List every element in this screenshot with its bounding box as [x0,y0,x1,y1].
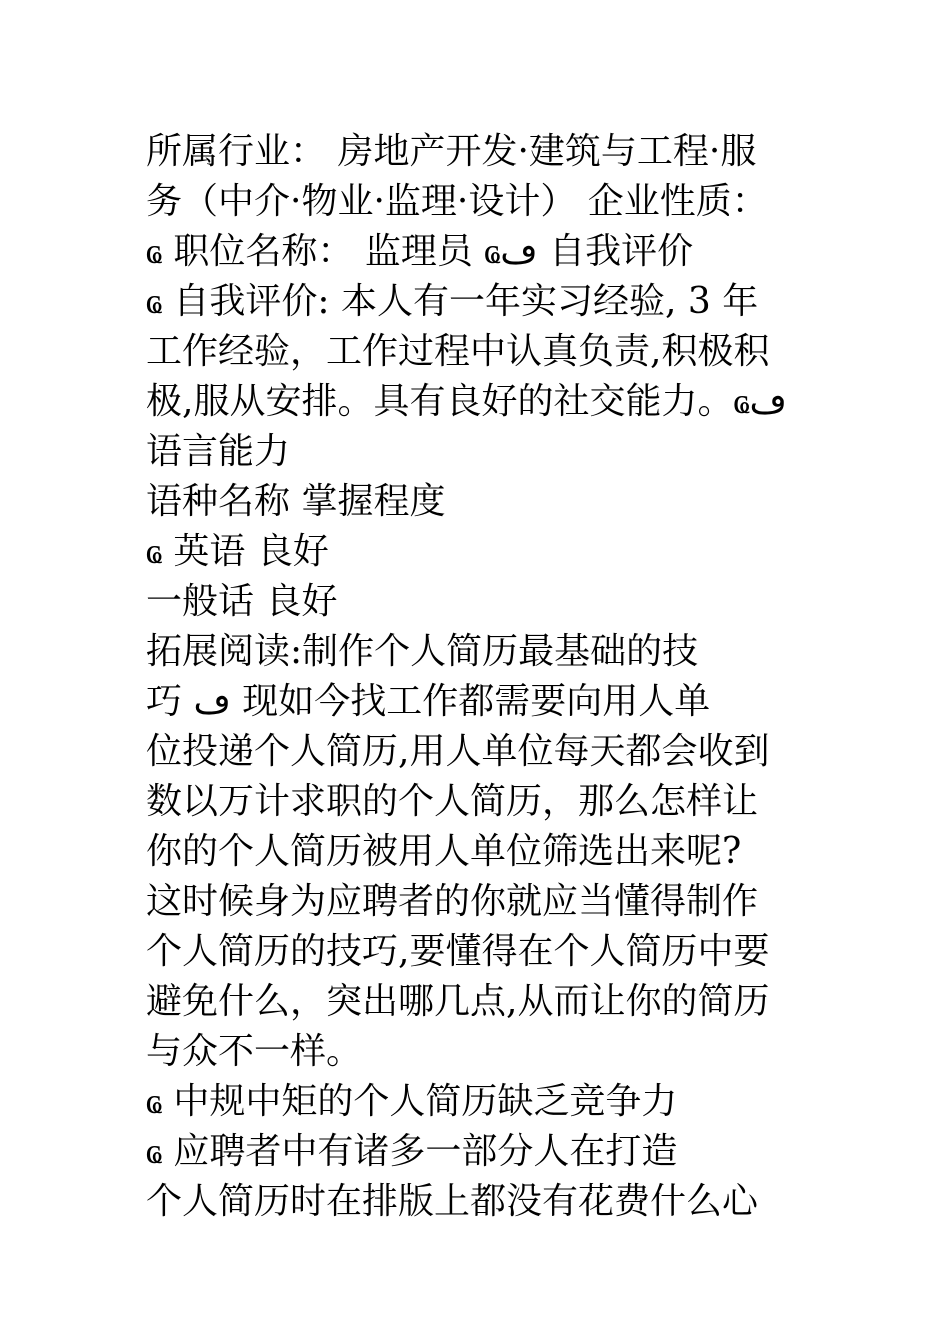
text-line: 拓展阅读:制作个人简历最基础的技 [146,631,699,672]
text-line: 所属行业： 房地产开发·建筑与工程·服 [146,131,757,172]
text-line: 位投递个人简历,用人单位每天都会收到 [146,731,770,772]
text-line: ҩ 英语 良好 [146,531,329,572]
text-line: ҩ 职位名称： 监理员 ҩڡ 自我评价 [146,231,694,272]
text-line: 巧 ڡ 现如今找工作都需要向用人单 [146,681,711,722]
text-line: 工作经验，工作过程中认真负责,积极积 [146,331,770,372]
text-line: 这时候身为应聘者的你就应当懂得制作 [146,881,759,922]
text-line: 语种名称 掌握程度 [146,481,446,522]
text-line: 你的个人简历被用人单位筛选出来呢? [146,831,742,872]
text-line: 与众不一样。 [146,1031,363,1072]
text-line: 数以万计求职的个人简历，那么怎样让 [146,781,759,822]
text-line: 语言能力 [146,431,291,472]
text-line: 个人简历时在排版上都没有花费什么心 [146,1181,759,1222]
text-line: ҩ 中规中矩的个人简历缺乏竞争力 [146,1081,678,1122]
text-line: ҩ 应聘者中有诸多一部分人在打造 [146,1131,678,1172]
text-line: ҩ 自我评价: 本人有一年实习经验, 3 年 [146,281,759,322]
text-line: 一般话 良好 [146,581,338,622]
text-line: 务（中介·物业·监理·设计） 企业性质： [146,181,768,222]
text-line: 极,服从安排。具有良好的社交能力。ҩڡ [146,381,787,422]
text-line: 避免什么，突出哪几点,从而让你的简历 [146,981,770,1022]
text-line: 个人简历的技巧,要懂得在个人简历中要 [146,931,770,972]
